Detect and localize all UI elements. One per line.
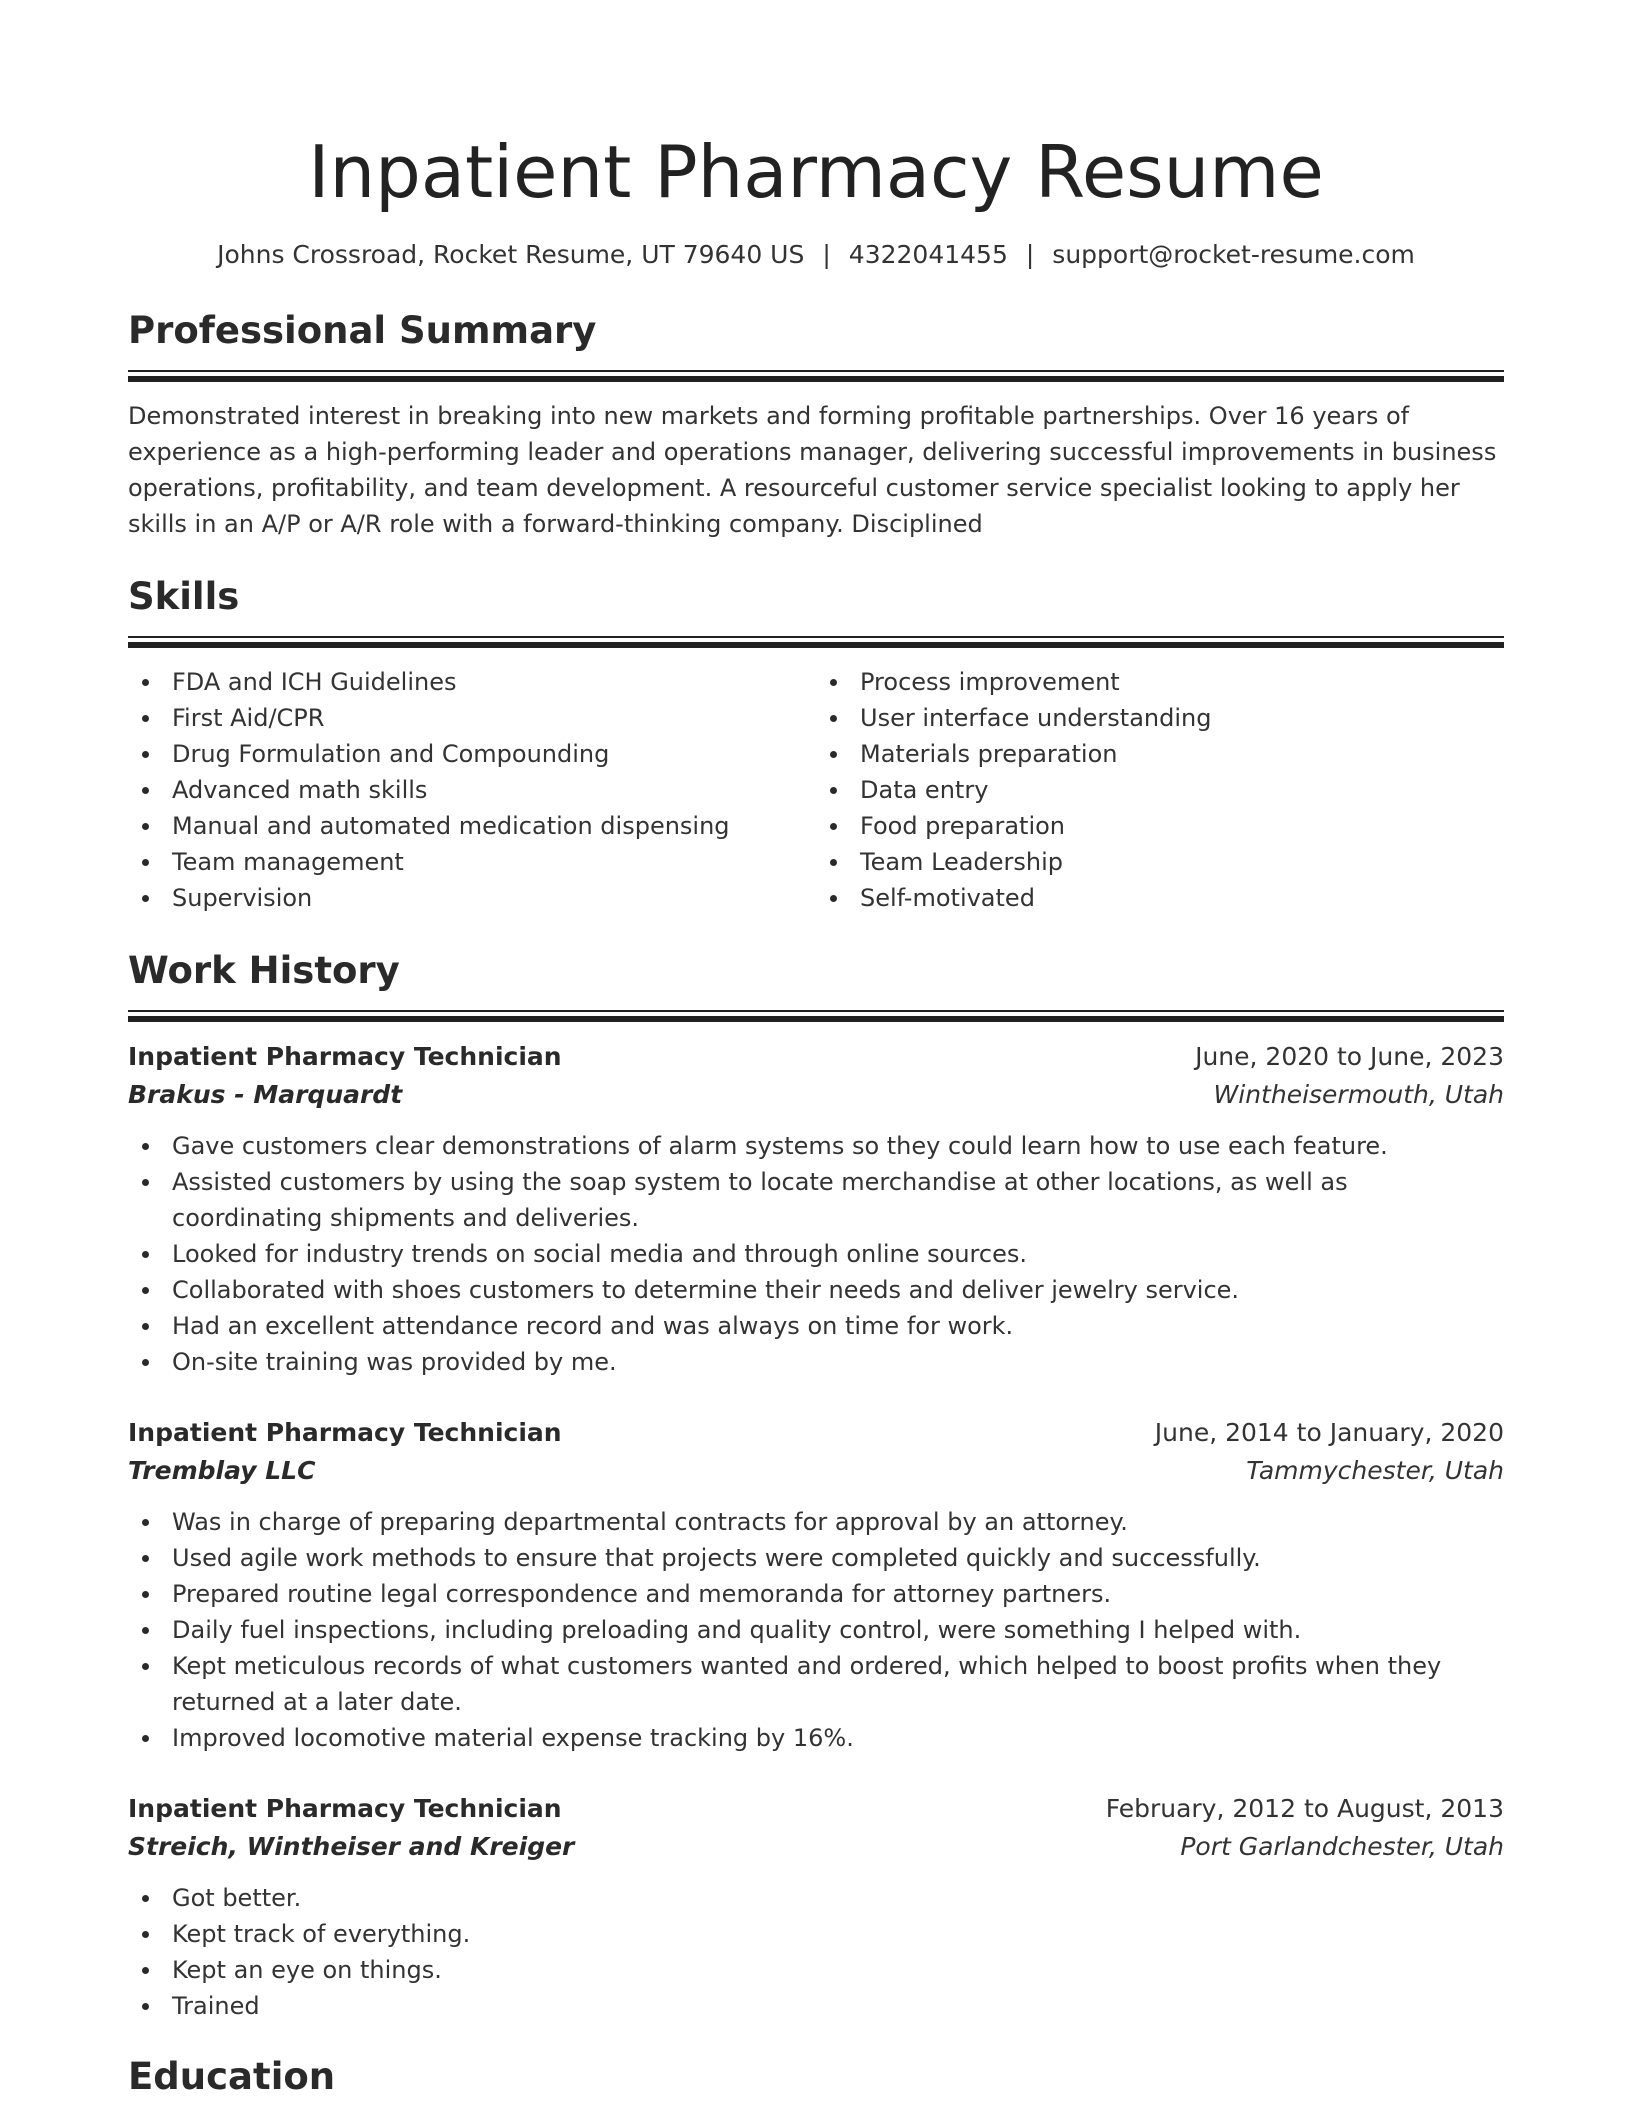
skills-section <box>128 572 1504 916</box>
resume-page <box>128 0 1504 2102</box>
job-header-row <box>128 1038 1504 1076</box>
job-bullets <box>128 1880 1504 2024</box>
education-section <box>128 2052 1504 2102</box>
job-bullets <box>128 1128 1504 1380</box>
work-history-section <box>128 946 1504 2024</box>
job-company-row <box>128 1828 1504 1866</box>
section-divider <box>128 1010 1504 1022</box>
skills-columns <box>128 664 1504 916</box>
job-title: Inpatient Pharmacy Technician <box>128 1418 562 1447</box>
job-bullets <box>128 1504 1504 1756</box>
job-bullet: Daily fuel inspections, including preloading and quality control, were something I helped with. <box>128 1612 1504 1648</box>
resume-title: Inpatient Pharmacy Resume <box>308 130 1324 214</box>
job-entry <box>128 1414 1504 1756</box>
job-company: Tremblay LLC <box>128 1456 316 1485</box>
summary-heading: Professional Summary <box>128 309 597 352</box>
education-heading: Education <box>128 2055 336 2098</box>
job-bullet: Kept an eye on things. <box>128 1952 1504 1988</box>
job-bullet: Got better. <box>128 1880 1504 1916</box>
job-dates: June, 2014 to January, 2020 <box>1154 1418 1504 1447</box>
job-bullet: Used agile work methods to ensure that projects were completed quickly and successfully. <box>128 1540 1504 1576</box>
skill-item: Data entry <box>816 772 1504 808</box>
job-entry <box>128 1790 1504 2024</box>
skill-item: Materials preparation <box>816 736 1504 772</box>
job-location: Tammychester, Utah <box>1246 1456 1504 1485</box>
contact-separator: | <box>1025 240 1035 269</box>
job-bullet: Collaborated with shoes customers to determine their needs and deliver jewelry service. <box>128 1272 1504 1308</box>
job-company-row <box>128 1452 1504 1490</box>
contact-phone: 4322041455 <box>848 240 1008 269</box>
summary-text: Demonstrated interest in breaking into new markets and forming profitable partnerships. Over 16 years of experience as a high-performing leader and operations manager, delivering successful improvements in business operations, profitability, and team development. A resourceful customer service specialist looking to apply her skills in an A/P or A/R role with a forward-thinking company. Disciplined <box>128 402 1497 538</box>
job-bullet: Prepared routine legal correspondence and memoranda for attorney partners. <box>128 1576 1504 1612</box>
job-title: Inpatient Pharmacy Technician <box>128 1794 562 1823</box>
contact-separator: | <box>822 240 831 269</box>
skill-item: FDA and ICH Guidelines <box>128 664 816 700</box>
job-bullet: Improved locomotive material expense tracking by 16%. <box>128 1720 1504 1756</box>
skill-item: Self-motivated <box>816 880 1504 916</box>
skill-item: Supervision <box>128 880 816 916</box>
contact-email[interactable]: support@rocket-resume.com <box>1052 240 1415 269</box>
skills-left-list <box>128 664 816 916</box>
job-bullet: Kept track of everything. <box>128 1916 1504 1952</box>
skills-right-list <box>816 664 1504 916</box>
section-divider <box>128 636 1504 648</box>
skill-item: Team management <box>128 844 816 880</box>
summary-section <box>128 306 1504 542</box>
job-bullet: Assisted customers by using the soap system to locate merchandise at other locations, as well as coordinating shipments and deliveries. <box>128 1164 1504 1236</box>
job-header-row <box>128 1414 1504 1452</box>
job-bullet: Gave customers clear demonstrations of alarm systems so they could learn how to use each feature. <box>128 1128 1504 1164</box>
skill-item: Food preparation <box>816 808 1504 844</box>
skill-item: Drug Formulation and Compounding <box>128 736 816 772</box>
job-location: Wintheisermouth, Utah <box>1213 1080 1504 1109</box>
job-company: Brakus - Marquardt <box>128 1080 403 1109</box>
job-entry <box>128 1038 1504 1380</box>
section-divider <box>128 370 1504 382</box>
job-bullet: Looked for industry trends on social media and through online sources. <box>128 1236 1504 1272</box>
job-location: Port Garlandchester, Utah <box>1180 1832 1504 1861</box>
contact-line <box>128 238 1504 272</box>
skill-item: First Aid/CPR <box>128 700 816 736</box>
job-company: Streich, Wintheiser and Kreiger <box>128 1832 575 1861</box>
job-bullet: Was in charge of preparing departmental contracts for approval by an attorney. <box>128 1504 1504 1540</box>
skill-item: Advanced math skills <box>128 772 816 808</box>
skill-item: Process improvement <box>816 664 1504 700</box>
skill-item: User interface understanding <box>816 700 1504 736</box>
work-history-heading: Work History <box>128 949 400 992</box>
skill-item: Manual and automated medication dispensing <box>128 808 816 844</box>
job-bullet: Had an excellent attendance record and was always on time for work. <box>128 1308 1504 1344</box>
skills-heading: Skills <box>128 575 240 618</box>
job-dates: February, 2012 to August, 2013 <box>1105 1794 1504 1823</box>
job-company-row <box>128 1076 1504 1114</box>
job-bullet: Kept meticulous records of what customers wanted and ordered, which helped to boost profits when they returned at a later date. <box>128 1648 1504 1720</box>
job-dates: June, 2020 to June, 2023 <box>1195 1042 1504 1071</box>
job-header-row <box>128 1790 1504 1828</box>
job-bullet: On-site training was provided by me. <box>128 1344 1504 1380</box>
job-bullet: Trained <box>128 1988 1504 2024</box>
skill-item: Team Leadership <box>816 844 1504 880</box>
contact-address: Johns Crossroad, Rocket Resume, UT 79640 US <box>217 240 805 269</box>
job-title: Inpatient Pharmacy Technician <box>128 1042 562 1071</box>
